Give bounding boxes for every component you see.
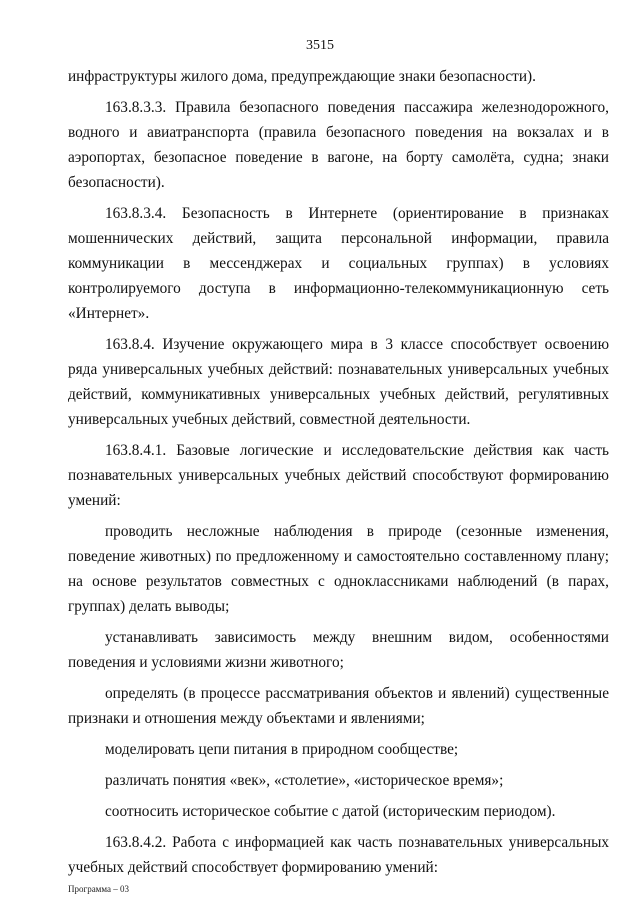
list-item-concepts: различать понятия «век», «столетие», «историческое время»; [105,772,504,789]
list-item-observations: проводить несложные наблюдения в природе (сезонные изменения, поведение животных) по предложенному и самостоятельно составленному плану; на основе результатов совместных с одноклассниками наблюдений (в парах, группах) делать выводы; [68,523,609,615]
paragraph-163-8-4-1: 163.8.4.1. Базовые логические и исследовательские действия как часть познавательных универсальных учебных действий способствуют формированию умений: [68,442,609,509]
paragraph-163-8-4: 163.8.4. Изучение окружающего мира в 3 классе способствует освоению ряда универсальных учебных действий: познавательных универсальных учебных действий, коммуникативных универсальных учебных действий, регулятивных универсальных учебных действий, совместной деятельности. [68,336,609,428]
paragraph-163-8-3-4: 163.8.3.4. Безопасность в Интернете (ориентирование в признаках мошеннических действий, защита персональной информации, правила коммуникации в мессенджерах и социальных группах) в условиях контролируемого доступа в информационно-телекоммуникационную сеть «Интернет». [68,205,609,322]
list-item-dates: соотносить историческое событие с датой (историческим периодом). [105,803,556,820]
list-item-dependency: устанавливать зависимость между внешним видом, особенностями поведения и условиями жизни животного; [68,629,609,671]
paragraph-continuation: инфраструктуры жилого дома, предупреждающие знаки безопасности). [68,68,536,85]
paragraph-163-8-4-2: 163.8.4.2. Работа с информацией как часть познавательных универсальных учебных действий способствует формированию умений: [68,834,609,876]
body-text [68,64,609,886]
list-item-food-chains: моделировать цепи питания в природном сообществе; [105,741,459,758]
page-number: 3515 [306,38,334,53]
paragraph-163-8-3-3: 163.8.3.3. Правила безопасного поведения пассажира железнодорожного, водного и авиатранспорта (правила безопасного поведения на вокзалах и в аэропортах, безопасное поведение в вагоне, на борту самолёта, судна; знаки безопасности). [68,99,609,191]
footer-label: Программа – 03 [68,884,130,894]
list-item-features: определять (в процессе рассматривания объектов и явлений) существенные признаки и отношения между объектами и явлениями; [68,685,609,727]
